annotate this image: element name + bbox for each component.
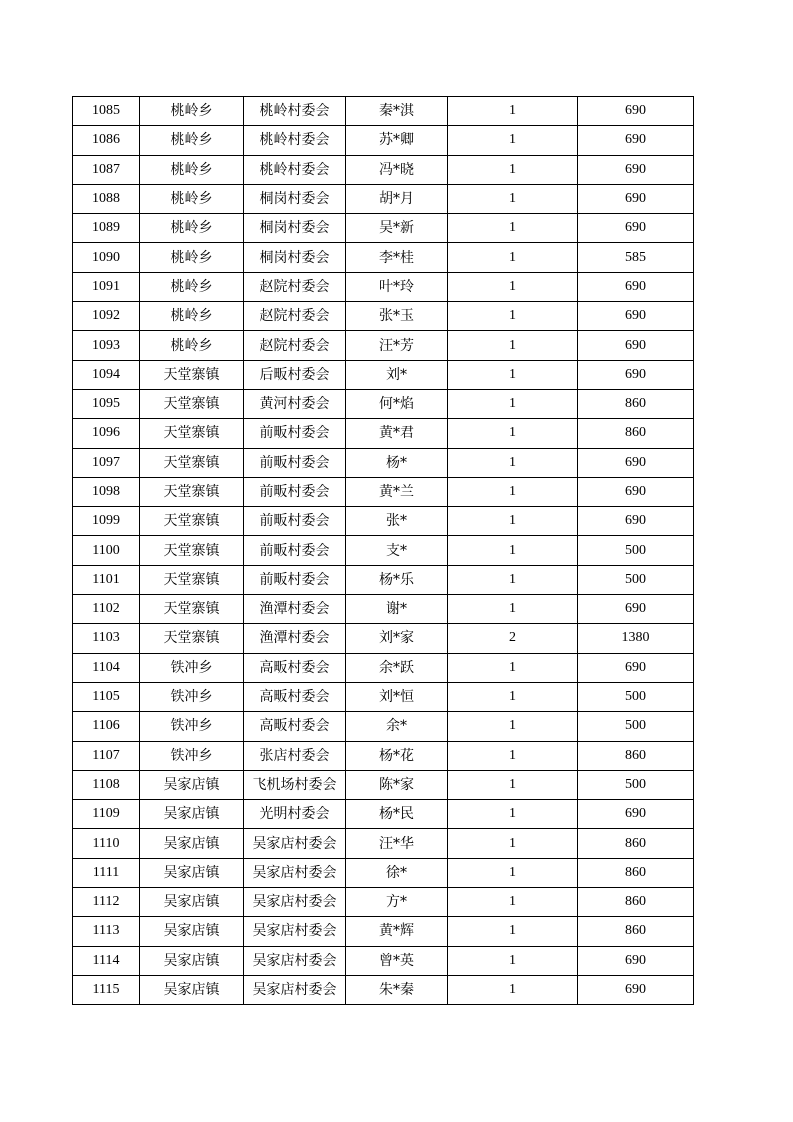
person-name-cell: 朱*秦 xyxy=(346,975,448,1004)
table-row xyxy=(73,448,694,477)
table-row xyxy=(73,272,694,301)
amount-cell: 690 xyxy=(578,477,694,506)
township-cell: 桃岭乡 xyxy=(140,302,244,331)
person-name-cell: 张*玉 xyxy=(346,302,448,331)
township-cell: 天堂寨镇 xyxy=(140,595,244,624)
person-name-cell: 徐* xyxy=(346,858,448,887)
row-number-cell: 1091 xyxy=(73,272,140,301)
person-name-cell: 杨*乐 xyxy=(346,565,448,594)
row-number-cell: 1102 xyxy=(73,595,140,624)
count-cell: 1 xyxy=(448,565,578,594)
village-committee-cell: 后畈村委会 xyxy=(244,360,346,389)
row-number-cell: 1106 xyxy=(73,712,140,741)
table-row xyxy=(73,741,694,770)
count-cell: 1 xyxy=(448,858,578,887)
amount-cell: 690 xyxy=(578,595,694,624)
township-cell: 桃岭乡 xyxy=(140,155,244,184)
village-committee-cell: 光明村委会 xyxy=(244,800,346,829)
row-number-cell: 1107 xyxy=(73,741,140,770)
count-cell: 1 xyxy=(448,302,578,331)
village-committee-cell: 桃岭村委会 xyxy=(244,126,346,155)
row-number-cell: 1090 xyxy=(73,243,140,272)
row-number-cell: 1101 xyxy=(73,565,140,594)
village-committee-cell: 渔潭村委会 xyxy=(244,624,346,653)
amount-cell: 1380 xyxy=(578,624,694,653)
document-page xyxy=(72,96,693,1005)
person-name-cell: 刘* xyxy=(346,360,448,389)
table-row xyxy=(73,565,694,594)
table-row xyxy=(73,888,694,917)
township-cell: 天堂寨镇 xyxy=(140,624,244,653)
count-cell: 1 xyxy=(448,214,578,243)
person-name-cell: 叶*玲 xyxy=(346,272,448,301)
table-row xyxy=(73,477,694,506)
table-row xyxy=(73,653,694,682)
row-number-cell: 1097 xyxy=(73,448,140,477)
table-row xyxy=(73,419,694,448)
count-cell: 1 xyxy=(448,477,578,506)
count-cell: 1 xyxy=(448,272,578,301)
village-committee-cell: 前畈村委会 xyxy=(244,507,346,536)
township-cell: 桃岭乡 xyxy=(140,243,244,272)
township-cell: 天堂寨镇 xyxy=(140,419,244,448)
count-cell: 1 xyxy=(448,770,578,799)
person-name-cell: 汪*芳 xyxy=(346,331,448,360)
village-committee-cell: 张店村委会 xyxy=(244,741,346,770)
village-committee-cell: 桃岭村委会 xyxy=(244,97,346,126)
amount-cell: 500 xyxy=(578,770,694,799)
count-cell: 1 xyxy=(448,419,578,448)
township-cell: 桃岭乡 xyxy=(140,272,244,301)
amount-cell: 860 xyxy=(578,829,694,858)
village-committee-cell: 前畈村委会 xyxy=(244,565,346,594)
person-name-cell: 谢* xyxy=(346,595,448,624)
beneficiary-table xyxy=(72,96,694,1005)
person-name-cell: 秦*淇 xyxy=(346,97,448,126)
township-cell: 吴家店镇 xyxy=(140,975,244,1004)
amount-cell: 690 xyxy=(578,507,694,536)
table-row xyxy=(73,155,694,184)
person-name-cell: 刘*恒 xyxy=(346,682,448,711)
row-number-cell: 1114 xyxy=(73,946,140,975)
table-row xyxy=(73,975,694,1004)
person-name-cell: 汪*华 xyxy=(346,829,448,858)
table-row xyxy=(73,214,694,243)
row-number-cell: 1085 xyxy=(73,97,140,126)
person-name-cell: 张* xyxy=(346,507,448,536)
count-cell: 1 xyxy=(448,360,578,389)
row-number-cell: 1109 xyxy=(73,800,140,829)
township-cell: 桃岭乡 xyxy=(140,126,244,155)
township-cell: 天堂寨镇 xyxy=(140,536,244,565)
table-row xyxy=(73,507,694,536)
village-committee-cell: 前畈村委会 xyxy=(244,477,346,506)
row-number-cell: 1100 xyxy=(73,536,140,565)
table-row xyxy=(73,360,694,389)
amount-cell: 860 xyxy=(578,419,694,448)
township-cell: 吴家店镇 xyxy=(140,946,244,975)
amount-cell: 690 xyxy=(578,184,694,213)
amount-cell: 585 xyxy=(578,243,694,272)
row-number-cell: 1105 xyxy=(73,682,140,711)
village-committee-cell: 桐岗村委会 xyxy=(244,184,346,213)
count-cell: 1 xyxy=(448,682,578,711)
count-cell: 1 xyxy=(448,712,578,741)
row-number-cell: 1111 xyxy=(73,858,140,887)
amount-cell: 860 xyxy=(578,389,694,418)
table-row xyxy=(73,331,694,360)
amount-cell: 690 xyxy=(578,331,694,360)
village-committee-cell: 赵院村委会 xyxy=(244,302,346,331)
amount-cell: 690 xyxy=(578,302,694,331)
township-cell: 吴家店镇 xyxy=(140,917,244,946)
count-cell: 1 xyxy=(448,389,578,418)
person-name-cell: 杨* xyxy=(346,448,448,477)
table-row xyxy=(73,624,694,653)
row-number-cell: 1094 xyxy=(73,360,140,389)
table-row xyxy=(73,682,694,711)
village-committee-cell: 吴家店村委会 xyxy=(244,917,346,946)
row-number-cell: 1104 xyxy=(73,653,140,682)
table-row xyxy=(73,184,694,213)
person-name-cell: 余* xyxy=(346,712,448,741)
township-cell: 吴家店镇 xyxy=(140,770,244,799)
township-cell: 吴家店镇 xyxy=(140,800,244,829)
row-number-cell: 1103 xyxy=(73,624,140,653)
amount-cell: 500 xyxy=(578,536,694,565)
township-cell: 桃岭乡 xyxy=(140,214,244,243)
amount-cell: 690 xyxy=(578,448,694,477)
amount-cell: 690 xyxy=(578,360,694,389)
row-number-cell: 1115 xyxy=(73,975,140,1004)
person-name-cell: 冯*晓 xyxy=(346,155,448,184)
township-cell: 天堂寨镇 xyxy=(140,448,244,477)
table-row xyxy=(73,800,694,829)
village-committee-cell: 桐岗村委会 xyxy=(244,214,346,243)
table-row xyxy=(73,243,694,272)
village-committee-cell: 吴家店村委会 xyxy=(244,829,346,858)
amount-cell: 500 xyxy=(578,565,694,594)
table-row xyxy=(73,302,694,331)
count-cell: 1 xyxy=(448,155,578,184)
amount-cell: 690 xyxy=(578,653,694,682)
person-name-cell: 胡*月 xyxy=(346,184,448,213)
amount-cell: 500 xyxy=(578,712,694,741)
village-committee-cell: 桃岭村委会 xyxy=(244,155,346,184)
village-committee-cell: 桐岗村委会 xyxy=(244,243,346,272)
person-name-cell: 黄*兰 xyxy=(346,477,448,506)
count-cell: 1 xyxy=(448,946,578,975)
count-cell: 1 xyxy=(448,975,578,1004)
person-name-cell: 吴*新 xyxy=(346,214,448,243)
township-cell: 吴家店镇 xyxy=(140,858,244,887)
count-cell: 2 xyxy=(448,624,578,653)
township-cell: 吴家店镇 xyxy=(140,888,244,917)
amount-cell: 690 xyxy=(578,97,694,126)
amount-cell: 860 xyxy=(578,917,694,946)
person-name-cell: 苏*卿 xyxy=(346,126,448,155)
amount-cell: 860 xyxy=(578,741,694,770)
township-cell: 铁冲乡 xyxy=(140,653,244,682)
township-cell: 天堂寨镇 xyxy=(140,565,244,594)
table-row xyxy=(73,389,694,418)
table-row xyxy=(73,126,694,155)
row-number-cell: 1089 xyxy=(73,214,140,243)
village-committee-cell: 黄河村委会 xyxy=(244,389,346,418)
amount-cell: 690 xyxy=(578,272,694,301)
village-committee-cell: 前畈村委会 xyxy=(244,536,346,565)
township-cell: 桃岭乡 xyxy=(140,97,244,126)
row-number-cell: 1110 xyxy=(73,829,140,858)
table-row xyxy=(73,536,694,565)
table-row xyxy=(73,829,694,858)
table-row xyxy=(73,770,694,799)
person-name-cell: 黄*辉 xyxy=(346,917,448,946)
person-name-cell: 刘*家 xyxy=(346,624,448,653)
township-cell: 铁冲乡 xyxy=(140,682,244,711)
count-cell: 1 xyxy=(448,331,578,360)
person-name-cell: 曾*英 xyxy=(346,946,448,975)
person-name-cell: 支* xyxy=(346,536,448,565)
person-name-cell: 何*焰 xyxy=(346,389,448,418)
village-committee-cell: 吴家店村委会 xyxy=(244,975,346,1004)
amount-cell: 690 xyxy=(578,975,694,1004)
village-committee-cell: 高畈村委会 xyxy=(244,712,346,741)
amount-cell: 690 xyxy=(578,214,694,243)
count-cell: 1 xyxy=(448,184,578,213)
table-row xyxy=(73,97,694,126)
table-body xyxy=(73,97,694,1005)
row-number-cell: 1096 xyxy=(73,419,140,448)
row-number-cell: 1099 xyxy=(73,507,140,536)
count-cell: 1 xyxy=(448,243,578,272)
count-cell: 1 xyxy=(448,126,578,155)
village-committee-cell: 吴家店村委会 xyxy=(244,946,346,975)
amount-cell: 860 xyxy=(578,858,694,887)
township-cell: 桃岭乡 xyxy=(140,184,244,213)
village-committee-cell: 赵院村委会 xyxy=(244,272,346,301)
village-committee-cell: 前畈村委会 xyxy=(244,448,346,477)
count-cell: 1 xyxy=(448,741,578,770)
village-committee-cell: 吴家店村委会 xyxy=(244,858,346,887)
count-cell: 1 xyxy=(448,595,578,624)
person-name-cell: 杨*民 xyxy=(346,800,448,829)
village-committee-cell: 飞机场村委会 xyxy=(244,770,346,799)
amount-cell: 860 xyxy=(578,888,694,917)
amount-cell: 690 xyxy=(578,155,694,184)
count-cell: 1 xyxy=(448,888,578,917)
table-row xyxy=(73,712,694,741)
count-cell: 1 xyxy=(448,800,578,829)
township-cell: 铁冲乡 xyxy=(140,712,244,741)
person-name-cell: 陈*家 xyxy=(346,770,448,799)
count-cell: 1 xyxy=(448,448,578,477)
village-committee-cell: 渔潭村委会 xyxy=(244,595,346,624)
amount-cell: 500 xyxy=(578,682,694,711)
person-name-cell: 李*桂 xyxy=(346,243,448,272)
row-number-cell: 1092 xyxy=(73,302,140,331)
row-number-cell: 1098 xyxy=(73,477,140,506)
amount-cell: 690 xyxy=(578,946,694,975)
table-row xyxy=(73,858,694,887)
person-name-cell: 余*跃 xyxy=(346,653,448,682)
township-cell: 吴家店镇 xyxy=(140,829,244,858)
township-cell: 桃岭乡 xyxy=(140,331,244,360)
row-number-cell: 1108 xyxy=(73,770,140,799)
amount-cell: 690 xyxy=(578,800,694,829)
count-cell: 1 xyxy=(448,829,578,858)
village-committee-cell: 前畈村委会 xyxy=(244,419,346,448)
count-cell: 1 xyxy=(448,917,578,946)
village-committee-cell: 赵院村委会 xyxy=(244,331,346,360)
amount-cell: 690 xyxy=(578,126,694,155)
row-number-cell: 1088 xyxy=(73,184,140,213)
count-cell: 1 xyxy=(448,507,578,536)
township-cell: 天堂寨镇 xyxy=(140,360,244,389)
row-number-cell: 1112 xyxy=(73,888,140,917)
township-cell: 天堂寨镇 xyxy=(140,477,244,506)
village-committee-cell: 高畈村委会 xyxy=(244,682,346,711)
row-number-cell: 1113 xyxy=(73,917,140,946)
table-row xyxy=(73,917,694,946)
person-name-cell: 方* xyxy=(346,888,448,917)
person-name-cell: 黄*君 xyxy=(346,419,448,448)
township-cell: 天堂寨镇 xyxy=(140,507,244,536)
row-number-cell: 1095 xyxy=(73,389,140,418)
count-cell: 1 xyxy=(448,536,578,565)
village-committee-cell: 高畈村委会 xyxy=(244,653,346,682)
township-cell: 天堂寨镇 xyxy=(140,389,244,418)
row-number-cell: 1093 xyxy=(73,331,140,360)
person-name-cell: 杨*花 xyxy=(346,741,448,770)
township-cell: 铁冲乡 xyxy=(140,741,244,770)
table-row xyxy=(73,595,694,624)
count-cell: 1 xyxy=(448,97,578,126)
village-committee-cell: 吴家店村委会 xyxy=(244,888,346,917)
count-cell: 1 xyxy=(448,653,578,682)
row-number-cell: 1087 xyxy=(73,155,140,184)
table-row xyxy=(73,946,694,975)
row-number-cell: 1086 xyxy=(73,126,140,155)
